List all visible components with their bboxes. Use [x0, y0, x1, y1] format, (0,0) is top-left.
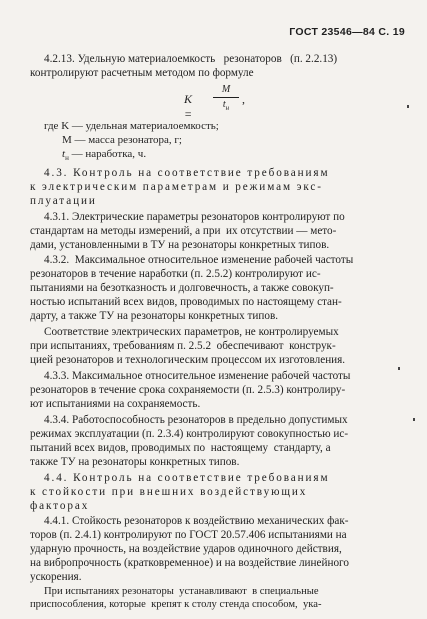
- scan-mark: [398, 367, 400, 370]
- para-4-3-1-line-1: 4.3.1. Электрические параметры резонаторов контролируют по: [44, 211, 345, 223]
- para-4-3-2-line-5: дарту, а также ТУ на резонаторы конкретных типов.: [30, 310, 279, 322]
- para-4-2-13-line-1: 4.2.13. Удельную материалоемкость резонаторов (п. 2.2.13): [44, 53, 338, 65]
- legend-t-sub: н: [65, 154, 69, 163]
- legend-line-2: M — масса резонатора, г;: [62, 134, 182, 146]
- para-4-3-2-line-2: резонаторов в течение наработки (п. 2.5.2) контролируют ис-: [30, 268, 321, 280]
- para-4-3-3-line-2: резонаторов в течение срока сохраняемости (п. 2.5.3) контролиру-: [30, 384, 346, 396]
- para-4-4-1-line-1: 4.4.1. Стойкость резонаторов к воздействию механических фак-: [44, 515, 349, 527]
- para-4-3-1-line-2: стандартам на методы измерений, а при их отсутствии — мето-: [30, 225, 337, 237]
- scan-mark: [407, 105, 409, 108]
- para-4-3-3-line-3: ют испытаниями на сохраняемость.: [30, 398, 201, 410]
- para-4-3-4-line-1: 4.3.4. Работоспособность резонаторов в предельно допустимых: [44, 414, 348, 426]
- formula-lhs: K =: [184, 92, 193, 121]
- legend-line-1: где K — удельная материалоемкость;: [44, 120, 219, 132]
- section-4-4-heading-line-2: к стойкости при внешних воздействующих: [30, 486, 308, 498]
- para-conformance-line-1: Соответствие электрических параметров, не контролируемых: [44, 326, 339, 338]
- legend-line-3: [62, 148, 146, 165]
- para-4-3-2-line-4: ностью испытаний всех видов, проводимых по настоящему стан-: [30, 296, 342, 308]
- formula-denominator: [213, 99, 239, 114]
- para-4-4-1-line-5: ускорения.: [30, 571, 82, 583]
- page-header: ГОСТ 23546—84 С. 19: [289, 26, 405, 38]
- section-4-3-heading-line-1: 4.3. Контроль на соответствие требованиям: [44, 167, 330, 179]
- formula-fraction: [213, 84, 239, 114]
- para-4-3-2-line-3: пытаниями на безотказность и долговечность, а также совокуп-: [30, 282, 334, 294]
- para-4-2-13-line-2: контролируют расчетным методом по формуле: [30, 67, 254, 79]
- formula-den-sub: н: [225, 104, 230, 112]
- scan-mark: [413, 418, 415, 421]
- para-4-4-1-line-3: ударную прочность, на воздействие ударов одиночного действия,: [30, 543, 342, 555]
- fraction-bar: [213, 97, 239, 98]
- para-4-4-1-line-2: торов (п. 2.4.1) контролируют по ГОСТ 20.57.406 испытаниями на: [30, 529, 347, 541]
- para-4-3-2-line-1: 4.3.2. Максимальное относительное изменение рабочей частоты: [44, 254, 354, 266]
- para-4-3-4-line-4: также ТУ на резонаторы конкретных типов.: [30, 456, 240, 468]
- para-4-3-3-line-1: 4.3.3. Максимальное относительное изменение рабочей частоты: [44, 370, 351, 382]
- para-4-3-4-line-2: режимах эксплуатации (п. 2.3.4) контролируют совокупностью ис-: [30, 428, 349, 440]
- para-4-3-1-line-3: дами, установленными в ТУ на резонаторы конкретных типов.: [30, 239, 330, 251]
- section-4-3-heading-line-3: плуатации: [30, 195, 97, 207]
- section-4-4-heading-line-3: факторах: [30, 500, 90, 512]
- para-testing-line-1: При испытаниях резонаторы устанавливают в специальные: [44, 586, 319, 597]
- formula-comma: ,: [242, 92, 245, 106]
- para-conformance-line-3: цией резонаторов и технологическим процессом их изготовления.: [30, 354, 346, 366]
- para-4-3-4-line-3: пытаний всех видов, проводимых по настоящему стандарту, а: [30, 442, 331, 454]
- formula-numerator: M: [221, 84, 231, 95]
- legend-t: t: [62, 148, 66, 160]
- para-conformance-line-2: при испытаниях, требованиям п. 2.5.2 обеспечивают конструк-: [30, 340, 336, 352]
- legend-t-desc: — наработка, ч.: [68, 148, 147, 160]
- para-4-4-1-line-4: на вибропрочность (кратковременное) и на воздействие линейного: [30, 557, 349, 569]
- section-4-4-heading-line-1: 4.4. Контроль на соответствие требованиям: [44, 472, 330, 484]
- para-testing-line-2: приспособления, которые крепят к столу стенда способом, ука-: [30, 599, 322, 610]
- section-4-3-heading-line-2: к электрическим параметрам и режимам экс-: [30, 181, 323, 193]
- formula-den-base: t: [222, 99, 226, 110]
